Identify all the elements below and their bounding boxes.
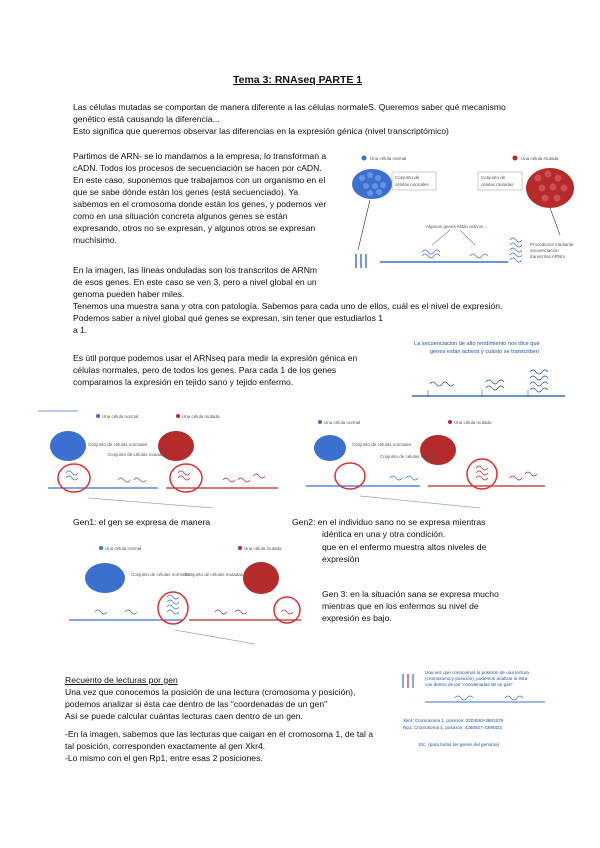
hts-caption: La secuenciación de alto rendimiento nos dice qué: [414, 341, 540, 347]
text-line: Así se puede calcular cuántas lecturas caen dentro de un gen.: [65, 711, 303, 721]
text-line: podemos analizar si ésta cae dentro de las "coordenadas de un gen": [65, 699, 328, 709]
gene-xkr4-coords: Xkr4: Cromosoma 1, posición: 3204563-3661579: [403, 718, 504, 723]
gene-markers: [428, 390, 528, 396]
text-line: En la imagen, las líneas onduladas son los transcritos de ARNm: [73, 265, 318, 275]
text-line: -En la imagen, sabemos que las lecturas que caigan en el cromosoma 1, de tal a: [65, 729, 374, 739]
conj-mutada-label: Conjunto de: [481, 175, 506, 180]
text-line: Una vez que conocemos la posición de una lectura (cromosoma y posición),: [65, 687, 356, 697]
conj-normal-label: Conjunto de células normales: [131, 572, 191, 577]
mrna-waves: [430, 370, 548, 392]
recuento-heading: Recuento de lecturas por gen: [65, 675, 178, 685]
hts-caption: genes están activos y cuánto se transcriben: [430, 349, 539, 355]
mrna-transcripts: [422, 238, 522, 262]
text-line: Partimos de ARN- se lo mandamos a la empresa, lo transforman a: [73, 151, 327, 161]
text-line: Gen2: en el individuo sano no se expresa mientras: [292, 517, 486, 527]
legend-mutada: Una célula mutada: [244, 546, 282, 551]
conj-normal-label: células normales: [395, 182, 429, 187]
text-line: células normales, pero de todos los genes. Para cada 1 de los genes: [73, 365, 337, 375]
gen3-caption: [322, 588, 532, 624]
conj-normal-label: Conjunto de células normales: [88, 442, 148, 447]
imagen-paragraph: [73, 264, 563, 336]
intro-line: Esto significa que queremos observar las diferencias en la expresión génica (nivel transcriptómico): [73, 126, 449, 136]
proc-label: transcritos ARNm: [530, 254, 566, 259]
normal-cell-cluster: [314, 435, 346, 461]
legend-normal: Una célula normal: [370, 156, 407, 161]
text-line: En este caso, suponemos que trabajamos con un organismo en el: [73, 175, 326, 185]
gen1-diagram: [38, 408, 283, 518]
legend-mutada: Una célula mutada: [182, 414, 220, 419]
mutated-cell-legend-icon: [513, 156, 518, 161]
proc-label: secuenciación: [530, 248, 559, 253]
legend-mutada: Una célula mutada: [521, 156, 559, 161]
text-line: mientras que en los enfermos su nivel de: [322, 601, 479, 611]
text-line: Tenemos una muestra sana y otra con patología. Sabemos para cada uno de ellos, cuál es el nivel de expresión.: [73, 301, 503, 311]
arn-paragraph: [73, 150, 341, 246]
gen1-caption: Gen1: el gen se expresa de manera: [73, 517, 211, 527]
intro-line: genético está causando la diferencia...: [73, 114, 220, 124]
text-line: como en una situación concreta algunos genes se están: [73, 211, 288, 221]
highlight-circle: [274, 597, 300, 623]
conj-normal-label: Conjunto de células normales: [352, 442, 412, 447]
conj-normal-label: Conjunto de: [395, 175, 420, 180]
text-line: Gen 3: en la situación sana se expresa mucho: [322, 589, 499, 599]
recuento-figure: [395, 668, 555, 756]
mutated-cell-cluster: [243, 562, 279, 594]
util-paragraph: [73, 352, 393, 388]
conj-mutada-label: células mutadas: [481, 182, 514, 187]
recuento-section: [65, 674, 395, 764]
gen2-diagram: [300, 416, 550, 516]
mutated-cell-cluster: [526, 168, 574, 208]
highlight-circle: [335, 463, 365, 489]
legend-normal: Una célula normal: [324, 420, 361, 425]
genes-activos-label: Algunos genes están activos...: [426, 224, 488, 229]
normal-cell-cluster: [352, 169, 392, 199]
recuento-fig-text: (cromosoma y posición), podemos analizar si ésta: [425, 676, 528, 681]
expression-diagram: [350, 150, 585, 280]
conj-mutada-label: Conjunto de células mutadas: [380, 454, 439, 459]
highlight-circle: [467, 459, 497, 489]
text-line: de esos genes. En este caso se ven 3, pero a nivel global en un: [73, 277, 317, 287]
conj-mutada-label: Conjunto de células mutadas: [185, 572, 244, 577]
gen2-caption-cont: [322, 541, 532, 565]
text-line: a 1.: [73, 325, 88, 335]
normal-cell-cluster: [50, 431, 86, 461]
intro-line: Las células mutadas se comportan de manera diferente a las células normaleS. Queremos saber qué mecanismo: [73, 102, 506, 112]
gen3-diagram: [65, 540, 305, 650]
text-line: tal posición, corresponden exactamente al gen Xkr4.: [65, 741, 266, 751]
text-line: Podemos saber a nivel global qué genes se expresan, sin tener que estudiarlos 1: [73, 313, 384, 323]
recuento-fig-text: Una vez que conocemos la posición de una lectura: [425, 670, 529, 675]
text-line: que se sabe dónde están los genes (está secuenciado). Ya: [73, 187, 299, 197]
text-line: comparamos la expresión en tejido sano y tejido enfermo.: [73, 377, 294, 387]
normal-cell-cluster: [85, 563, 125, 593]
text-line: que en el enfermo muestra altos niveles de: [322, 542, 487, 552]
text-line: expresión: [322, 554, 360, 564]
intro-paragraph: [73, 101, 543, 137]
text-line: expresando, otros no se expresan, y algunos otros se expresan: [73, 223, 316, 233]
gen2-caption: [292, 516, 532, 540]
conj-mutada-label: Conjunto de células mutadas: [108, 452, 167, 457]
text-line: sabemos en el cromosoma donde están los genes, y podemos ver: [73, 199, 327, 209]
legend-mutada: Una célula mutada: [454, 420, 492, 425]
text-line: genoma pueden haber miles.: [73, 289, 185, 299]
legend-normal: Una célula normal: [102, 414, 139, 419]
text-line: cADN. Todos los procesos de secuenciación se hacen por cADN.: [73, 163, 322, 173]
etc-label: Etc. (para todos los genes del genoma): [419, 742, 500, 747]
page-title: Tema 3: RNAseq PARTE 1: [233, 74, 363, 86]
legend-normal: Una célula normal: [105, 546, 142, 551]
text-line: Es útil porque podemos usar el ARNseq para medir la expresión génica en: [73, 353, 358, 363]
text-line: muchísimo.: [73, 235, 117, 245]
normal-cell-legend-icon: [362, 156, 367, 161]
text-line: expresión es bajo.: [322, 613, 392, 623]
text-line: idéntica en una y otra condición.: [322, 529, 446, 539]
text-line: -Lo mismo con el gen Rp1, entre esas 2 posiciones.: [65, 753, 263, 763]
proc-label: Procedimos mediante: [530, 242, 574, 247]
hts-diagram: [410, 338, 570, 406]
mutated-cell-cluster: [420, 435, 456, 465]
gene-rp1-coords: Rp1: Cromosoma 1, posición: 4280927-4399322: [403, 725, 503, 730]
recuento-fig-text: cae dentro de las "coordenadas de un gen": [425, 682, 514, 687]
